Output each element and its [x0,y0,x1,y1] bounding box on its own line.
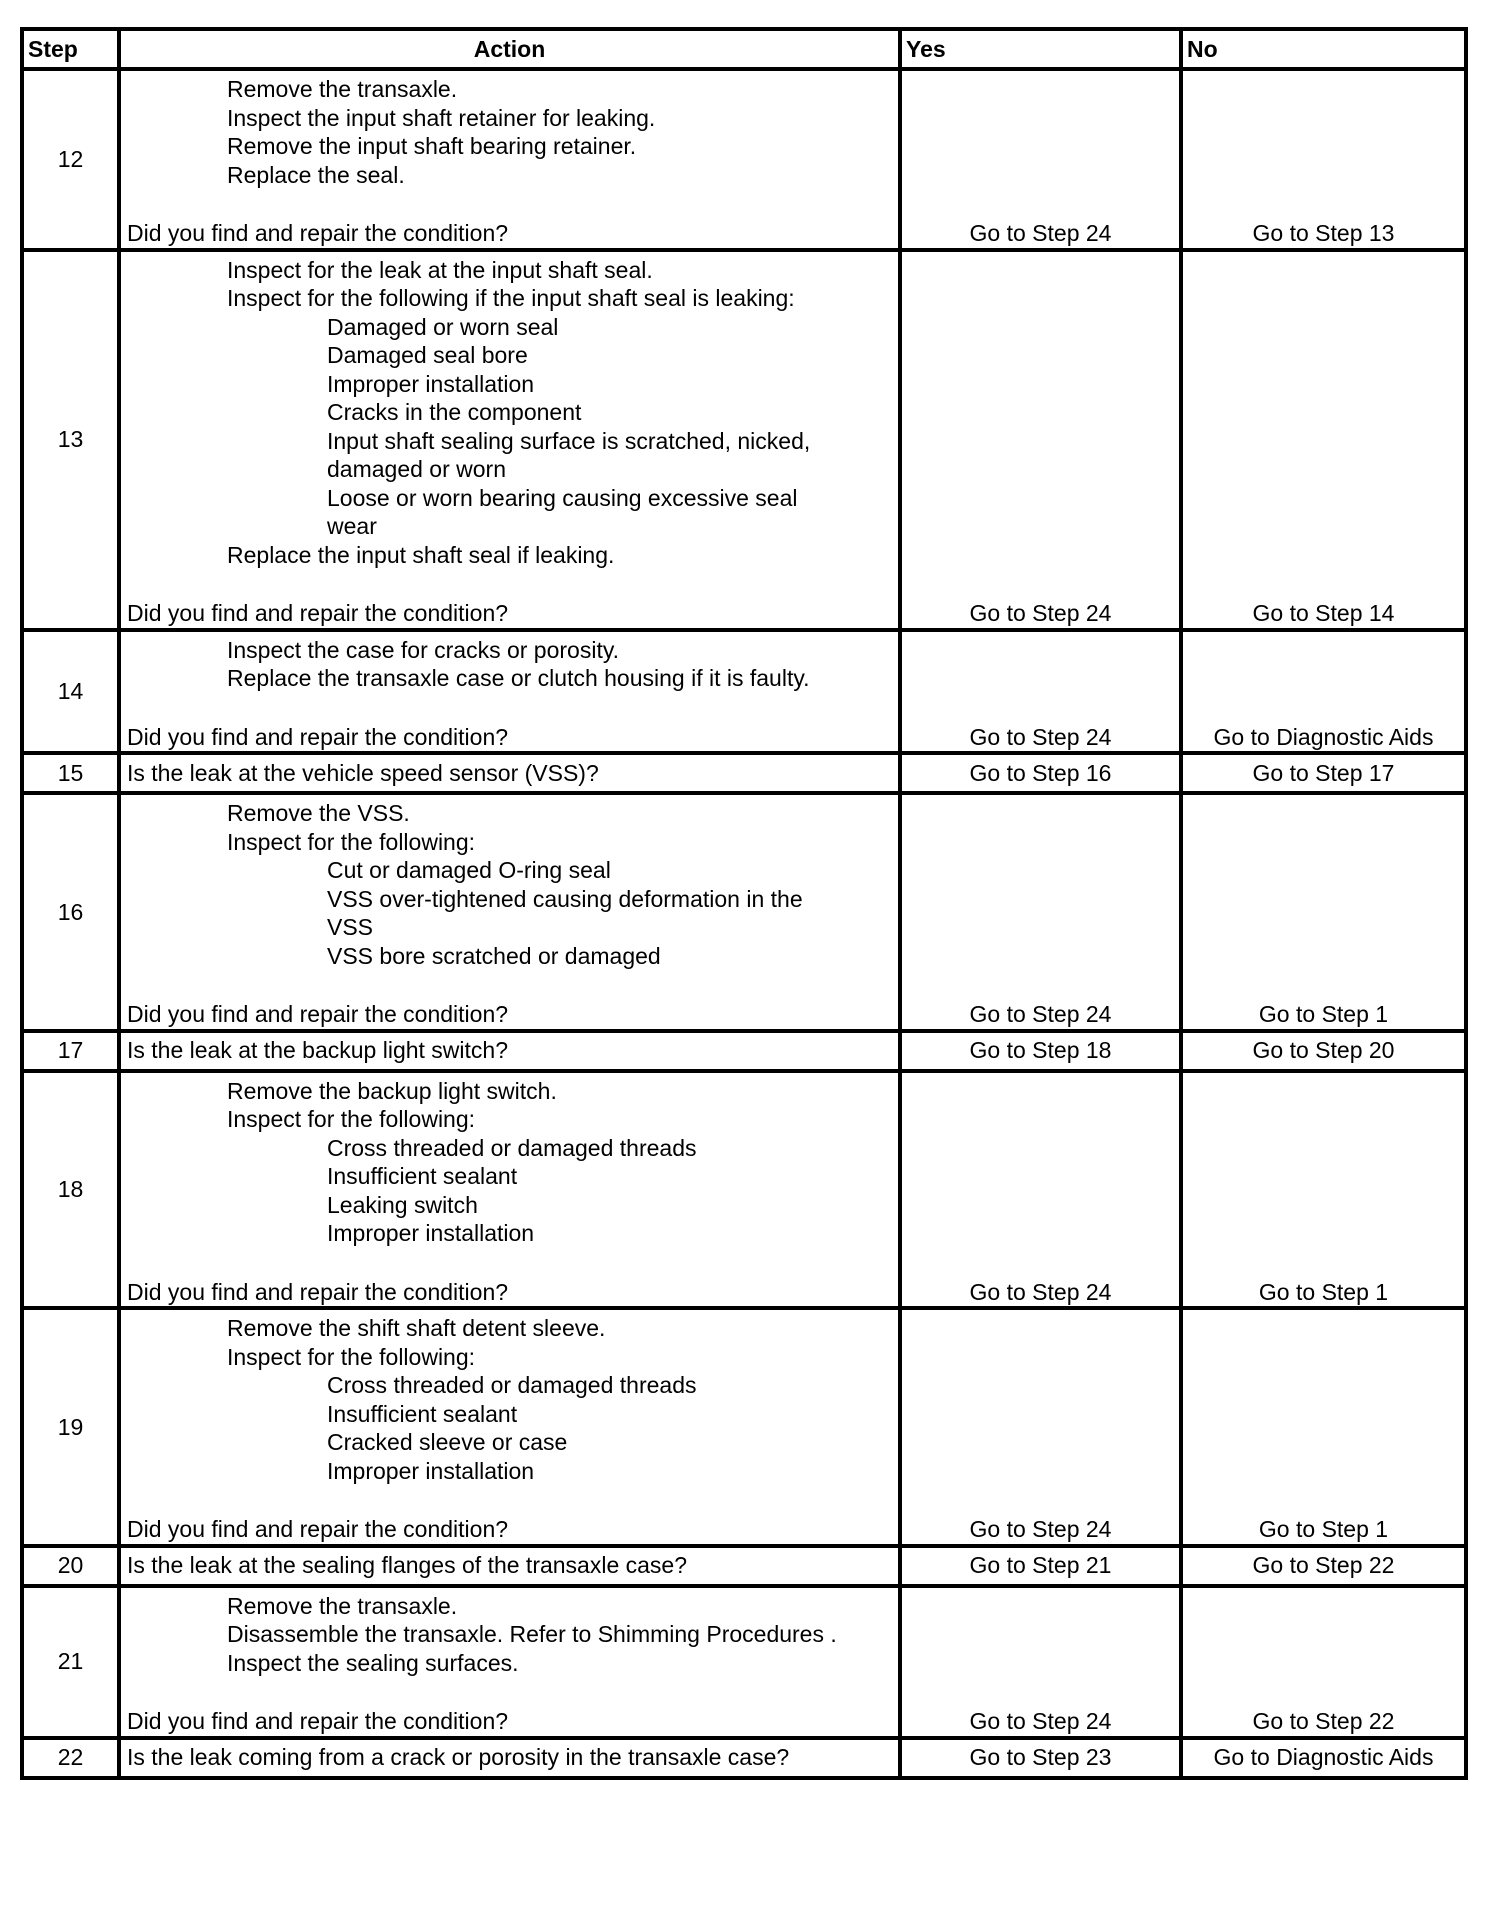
yes-outcome: Go to Step 24 [900,69,1181,250]
no-outcome: Go to Step 22 [1181,1586,1466,1738]
action-item: Inspect for the following: [227,828,476,855]
action-subitem: wear [327,513,377,539]
action-item: Remove the transaxle. [227,1592,458,1619]
action-question: Is the leak at the vehicle speed sensor (VSS)? [127,759,599,786]
action-subitem: Insufficient sealant [327,1400,518,1427]
action-item: Inspect the input shaft retainer for leaking. [227,104,656,131]
header-yes: Yes [900,29,1181,69]
action-subitem: Improper installation [327,1220,535,1246]
yes-outcome: Go to Step 24 [900,1071,1181,1309]
no-outcome: Go to Step 20 [1181,1031,1466,1071]
action-item: Replace the transaxle case or clutch housing if it is faulty. [227,665,810,691]
action-item: Inspect for the following: [227,1343,476,1370]
action-cell [119,250,900,630]
step-number: 15 [22,753,119,793]
step-number: 22 [22,1738,119,1778]
step-number: 16 [22,793,119,1031]
action-subitem: Damaged seal bore [327,342,528,368]
action-cell [119,630,900,754]
action-item: Replace the seal. [227,161,405,188]
table-row [22,69,1466,250]
action-subitem: Improper installation [327,370,535,397]
header-step: Step [22,29,119,69]
action-question: Did you find and repair the condition? [127,600,509,626]
header-no: No [1181,29,1466,69]
action-item: Inspect for the following if the input shaft seal is leaking: [227,285,795,311]
no-outcome: Go to Step 1 [1181,1071,1466,1309]
action-question: Did you find and repair the condition? [127,220,509,246]
no-outcome: Go to Step 1 [1181,1308,1466,1546]
action-question: Did you find and repair the condition? [127,1278,509,1305]
no-outcome: Go to Diagnostic Aids [1181,1738,1466,1778]
action-cell [119,1738,900,1778]
action-cell [119,793,900,1031]
action-item: Replace the input shaft seal if leaking. [227,541,615,568]
yes-outcome: Go to Step 24 [900,250,1181,630]
step-number: 20 [22,1546,119,1586]
action-question: Is the leak coming from a crack or porosity in the transaxle case? [127,1744,790,1771]
yes-outcome: Go to Step 16 [900,753,1181,793]
action-cell [119,1586,900,1738]
yes-outcome: Go to Step 24 [900,793,1181,1031]
table-row [22,1586,1466,1738]
header-action: Action [119,29,900,69]
action-question: Is the leak at the backup light switch? [127,1037,508,1064]
step-number: 21 [22,1586,119,1738]
no-outcome: Go to Step 1 [1181,793,1466,1031]
step-number: 12 [22,69,119,250]
action-item: Remove the shift shaft detent sleeve. [227,1315,606,1341]
action-item: Remove the input shaft bearing retainer. [227,133,637,159]
action-cell [119,1071,900,1309]
action-subitem: VSS [327,914,374,940]
diagnostic-table [20,27,1468,1780]
yes-outcome: Go to Step 21 [900,1546,1181,1586]
table-row [22,793,1466,1031]
action-cell [119,1546,900,1586]
yes-outcome: Go to Step 24 [900,1586,1181,1738]
step-number: 14 [22,630,119,754]
action-subitem: Damaged or worn seal [327,313,559,340]
yes-outcome: Go to Step 24 [900,1308,1181,1546]
action-cell [119,69,900,250]
action-subitem: Insufficient sealant [327,1163,518,1189]
action-cell [119,1031,900,1071]
table-row [22,1031,1466,1071]
action-item: Remove the backup light switch. [227,1077,557,1104]
action-item: Inspect the case for cracks or porosity. [227,636,620,663]
action-cell [119,753,900,793]
action-question: Did you find and repair the condition? [127,723,509,750]
action-item: Inspect the sealing surfaces. [227,1649,519,1676]
action-subitem: Input shaft sealing surface is scratched, nicked, [327,427,811,454]
action-subitem: Improper installation [327,1457,535,1484]
header-row [22,29,1466,69]
action-subitem: damaged or worn [327,456,506,482]
action-item: Inspect for the leak at the input shaft seal. [227,256,653,283]
table-row [22,753,1466,793]
action-question: Did you find and repair the condition? [127,1516,509,1542]
action-subitem: Loose or worn bearing causing excessive seal [327,484,798,511]
step-number: 17 [22,1031,119,1071]
action-subitem: Cracks in the component [327,399,582,425]
no-outcome: Go to Diagnostic Aids [1181,630,1466,754]
action-question: Is the leak at the sealing flanges of the transaxle case? [127,1552,688,1579]
no-outcome: Go to Step 14 [1181,250,1466,630]
table-row [22,1071,1466,1309]
table-row [22,630,1466,754]
action-subitem: VSS bore scratched or damaged [327,942,661,969]
table-body [22,69,1466,1778]
action-item: Inspect for the following: [227,1106,476,1132]
action-subitem: VSS over-tightened causing deformation in the [327,885,803,912]
action-subitem: Cracked sleeve or case [327,1429,568,1455]
no-outcome: Go to Step 22 [1181,1546,1466,1586]
yes-outcome: Go to Step 23 [900,1738,1181,1778]
step-number: 19 [22,1308,119,1546]
step-number: 18 [22,1071,119,1309]
action-subitem: Cross threaded or damaged threads [327,1372,697,1398]
action-item: Remove the VSS. [227,800,410,826]
no-outcome: Go to Step 17 [1181,753,1466,793]
action-question: Did you find and repair the condition? [127,1001,509,1027]
action-subitem: Leaking switch [327,1191,478,1218]
action-subitem: Cross threaded or damaged threads [327,1134,697,1161]
table-row [22,1738,1466,1778]
action-subitem: Cut or damaged O-ring seal [327,857,611,883]
table-row [22,250,1466,630]
action-cell [119,1308,900,1546]
table-row [22,1308,1466,1546]
action-question: Did you find and repair the condition? [127,1708,509,1734]
yes-outcome: Go to Step 18 [900,1031,1181,1071]
action-item: Disassemble the transaxle. Refer to Shimming Procedures . [227,1621,837,1647]
step-number: 13 [22,250,119,630]
table-row [22,1546,1466,1586]
yes-outcome: Go to Step 24 [900,630,1181,754]
no-outcome: Go to Step 13 [1181,69,1466,250]
action-item: Remove the transaxle. [227,76,458,102]
